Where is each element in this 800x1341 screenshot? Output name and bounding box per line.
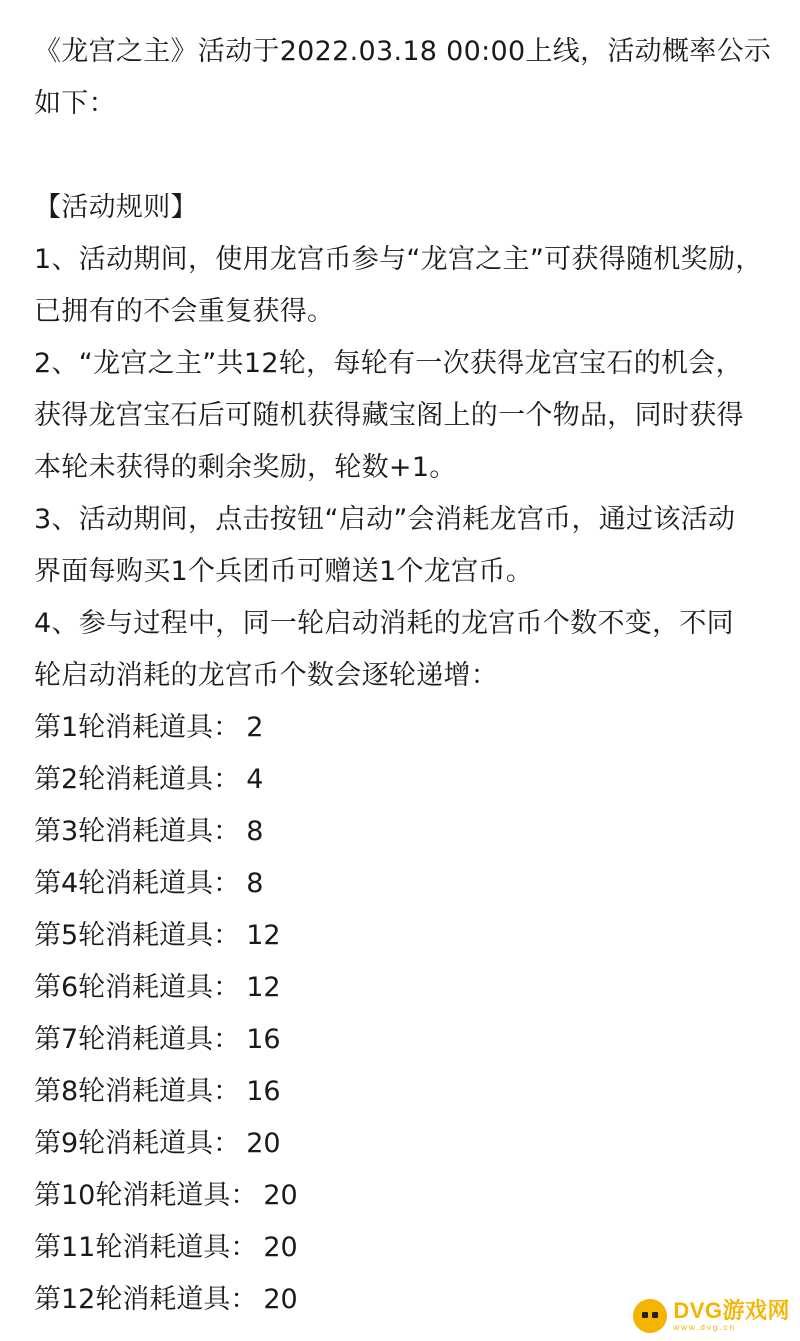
watermark-sub: www.dvg.cn <box>673 1323 736 1332</box>
round-value: 12 <box>246 972 281 1003</box>
intro-line-1: 《龙宫之主》活动于2022.03.18 00:00上线，活动概率公示 <box>34 36 772 67</box>
round-value: 4 <box>246 764 264 795</box>
round-cost-row <box>34 754 774 806</box>
round-cost-row <box>34 1170 774 1222</box>
watermark-text: DVG游戏网 <box>673 1298 790 1323</box>
round-label: 第8轮消耗道具： <box>34 1076 241 1107</box>
rule-line: 界面每购买1个兵团币可赠送1个龙宫币。 <box>34 556 534 587</box>
round-label: 第9轮消耗道具： <box>34 1128 241 1159</box>
round-value: 20 <box>263 1232 298 1263</box>
round-label: 第4轮消耗道具： <box>34 868 241 899</box>
round-cost-list <box>34 702 774 1326</box>
round-cost-row <box>34 1222 774 1274</box>
round-label: 第11轮消耗道具： <box>34 1232 258 1263</box>
round-cost-row <box>34 858 774 910</box>
round-cost-row <box>34 910 774 962</box>
round-label: 第10轮消耗道具： <box>34 1180 258 1211</box>
round-label: 第3轮消耗道具： <box>34 816 241 847</box>
site-watermark <box>633 1299 790 1333</box>
round-value: 16 <box>246 1024 281 1055</box>
round-value: 20 <box>263 1180 298 1211</box>
rule-line: 已拥有的不会重复获得。 <box>34 296 335 327</box>
intro-line-2: 如下： <box>34 88 116 119</box>
round-cost-row <box>34 962 774 1014</box>
round-value: 20 <box>246 1128 281 1159</box>
rules-heading: 【活动规则】 <box>34 192 198 223</box>
rule-line: 2、“龙宫之主”共12轮，每轮有一次获得龙宫宝石的机会， <box>34 348 743 379</box>
round-value: 8 <box>246 816 264 847</box>
round-label: 第5轮消耗道具： <box>34 920 241 951</box>
rule-line: 轮启动消耗的龙宫币个数会逐轮递增： <box>34 660 499 691</box>
rule-line: 4、参与过程中，同一轮启动消耗的龙宫币个数不变，不同 <box>34 608 734 639</box>
round-cost-row <box>34 1118 774 1170</box>
round-value: 12 <box>246 920 281 951</box>
round-value: 20 <box>263 1284 298 1315</box>
rule-line: 本轮未获得的剩余奖励，轮数+1。 <box>34 452 457 483</box>
round-label: 第1轮消耗道具： <box>34 712 241 743</box>
gamepad-icon <box>633 1299 667 1333</box>
announcement-document <box>34 26 774 1326</box>
spacer <box>34 130 774 182</box>
round-value: 16 <box>246 1076 281 1107</box>
round-value: 8 <box>246 868 264 899</box>
round-cost-row <box>34 702 774 754</box>
rule-line: 3、活动期间，点击按钮“启动”会消耗龙宫币，通过该活动 <box>34 504 736 535</box>
round-label: 第6轮消耗道具： <box>34 972 241 1003</box>
round-label: 第7轮消耗道具： <box>34 1024 241 1055</box>
rule-line: 获得龙宫宝石后可随机获得藏宝阁上的一个物品，同时获得 <box>34 400 744 431</box>
round-cost-row <box>34 806 774 858</box>
round-cost-row <box>34 1066 774 1118</box>
round-value: 2 <box>246 712 264 743</box>
round-cost-row <box>34 1014 774 1066</box>
rule-line: 1、活动期间，使用龙宫币参与“龙宫之主”可获得随机奖励， <box>34 244 763 275</box>
round-label: 第12轮消耗道具： <box>34 1284 258 1315</box>
round-label: 第2轮消耗道具： <box>34 764 241 795</box>
